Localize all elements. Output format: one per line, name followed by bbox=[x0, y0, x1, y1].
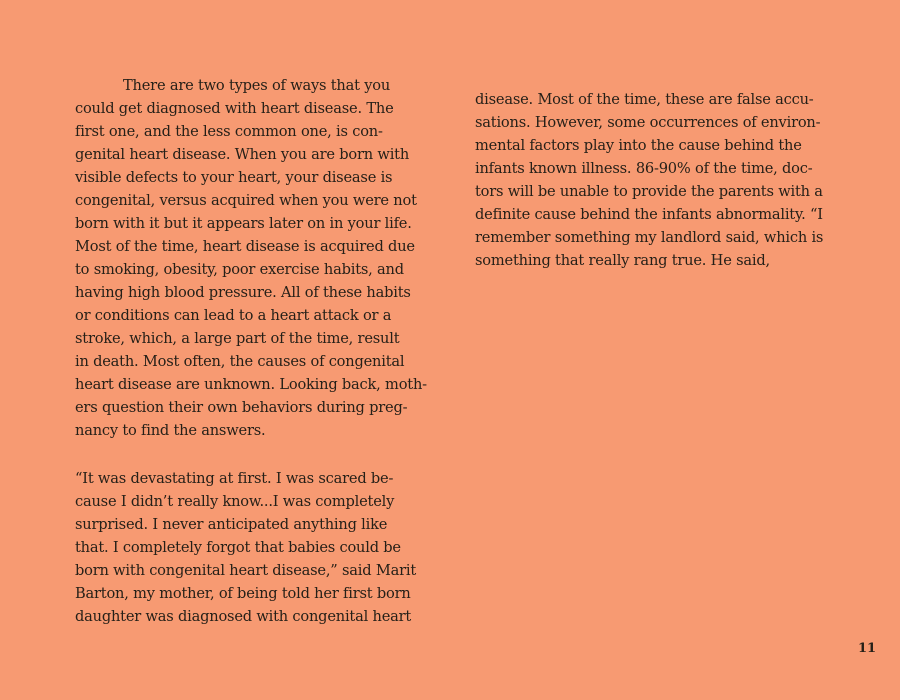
text-line: or conditions can lead to a heart attack or a bbox=[75, 307, 392, 324]
text-line: something that really rang true. He said, bbox=[475, 252, 770, 269]
text-line: cause I didn’t really know...I was completely bbox=[75, 493, 395, 510]
text-line: heart disease are unknown. Looking back, moth- bbox=[75, 376, 427, 393]
text-line: first one, and the less common one, is con- bbox=[75, 123, 383, 140]
text-line: tors will be unable to provide the parents with a bbox=[475, 183, 823, 200]
text-line: ers question their own behaviors during preg- bbox=[75, 399, 408, 416]
text-line: daughter was diagnosed with congenital heart bbox=[75, 608, 412, 625]
text-line: to smoking, obesity, poor exercise habits, and bbox=[75, 261, 404, 278]
text-line: born with congenital heart disease,” said Marit bbox=[75, 562, 416, 579]
text-line: in death. Most often, the causes of congenital bbox=[75, 353, 405, 370]
text-line: mental factors play into the cause behind the bbox=[475, 137, 802, 154]
text-line: could get diagnosed with heart disease. The bbox=[75, 100, 394, 117]
text-line: Barton, my mother, of being told her first born bbox=[75, 585, 411, 602]
text-line: definite cause behind the infants abnormality. “I bbox=[475, 206, 823, 223]
text-line: surprised. I never anticipated anything like bbox=[75, 516, 388, 533]
text-line: that. I completely forgot that babies could be bbox=[75, 539, 401, 556]
text-line: Most of the time, heart disease is acquired due bbox=[75, 238, 415, 255]
page-number: 11 bbox=[858, 641, 877, 656]
text-line: congenital, versus acquired when you were not bbox=[75, 192, 417, 209]
text-line: nancy to find the answers. bbox=[75, 422, 266, 439]
text-line: There are two types of ways that you bbox=[123, 77, 391, 94]
text-line: visible defects to your heart, your disease is bbox=[75, 169, 393, 186]
text-line: sations. However, some occurrences of environ- bbox=[475, 114, 821, 131]
text-line: infants known illness. 86-90% of the time, doc- bbox=[475, 160, 813, 177]
text-line: stroke, which, a large part of the time, result bbox=[75, 330, 400, 347]
text-line: born with it but it appears later on in your life. bbox=[75, 215, 412, 232]
text-line: remember something my landlord said, which is bbox=[475, 229, 824, 246]
text-line: having high blood pressure. All of these habits bbox=[75, 284, 411, 301]
text-line: disease. Most of the time, these are false accu- bbox=[475, 91, 814, 108]
text-line: genital heart disease. When you are born with bbox=[75, 146, 410, 163]
text-line: “It was devastating at first. I was scared be- bbox=[75, 470, 394, 487]
